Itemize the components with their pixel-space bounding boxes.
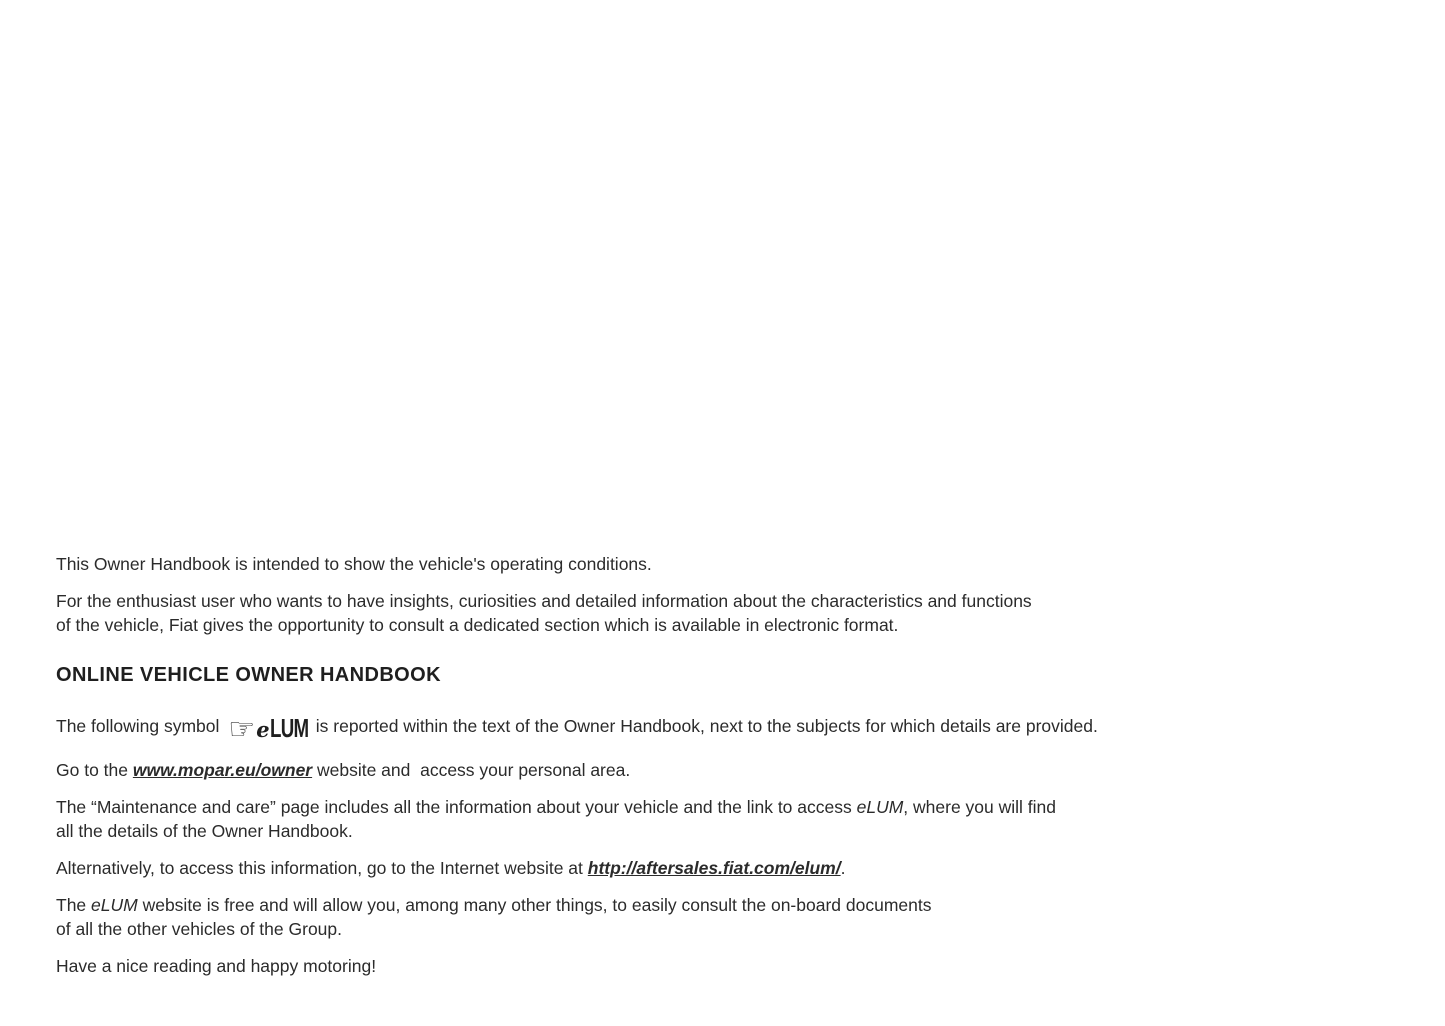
text-segment: website and access your personal area. — [312, 760, 631, 780]
elum-logo-e: e — [256, 717, 270, 742]
text-segment: of the vehicle, Fiat gives the opportunity to consult a dedicated section which is available in electronic format. — [56, 615, 899, 635]
text-line — [56, 819, 1405, 843]
text-line — [56, 613, 1405, 637]
paragraph — [56, 893, 1405, 941]
text-line — [56, 795, 1405, 819]
text-segment: of all the other vehicles of the Group. — [56, 919, 342, 939]
text-segment: is reported within the text of the Owner Handbook, next to the subjects for which details are provided. — [310, 716, 1098, 736]
text-segment: The “Maintenance and care” page includes all the information about your vehicle and the link to access — [56, 797, 857, 817]
italic-text: eLUM — [856, 797, 904, 817]
text-line — [56, 552, 1405, 576]
text-segment: This Owner Handbook is intended to show the vehicle's operating conditions. — [56, 554, 652, 574]
text-segment: , where you will find — [903, 797, 1057, 817]
text-line — [56, 714, 1405, 745]
text-line — [56, 954, 1405, 978]
pointing-hand-icon: ☞ — [228, 712, 256, 747]
elum-logo-lum: LUM — [269, 713, 308, 743]
text-segment: website is free and will allow you, among many other things, to easily consult the on-board documents — [137, 895, 932, 915]
text-segment: The following symbol — [56, 716, 225, 736]
mopar-owner-link[interactable]: www.mopar.eu/owner — [132, 760, 313, 780]
text-segment: Go to the — [56, 760, 133, 780]
text-line — [56, 893, 1405, 917]
paragraph — [56, 954, 1405, 978]
text-line — [56, 589, 1405, 613]
text-line — [56, 856, 1405, 880]
text-segment: Alternatively, to access this information, go to the Internet website at — [56, 858, 588, 878]
paragraph — [56, 589, 1405, 637]
text-line — [56, 917, 1405, 941]
paragraph — [56, 714, 1405, 745]
italic-text: eLUM — [91, 895, 138, 915]
paragraph — [56, 758, 1405, 782]
elum-symbol — [228, 712, 308, 747]
page-content — [56, 552, 1405, 991]
text-segment: Have a nice reading and happy motoring! — [56, 956, 377, 976]
aftersales-elum-link[interactable]: http://aftersales.fiat.com/elum/ — [587, 858, 841, 878]
text-line — [56, 758, 1405, 782]
paragraph — [56, 552, 1405, 576]
paragraph — [56, 856, 1405, 880]
text-segment: . — [840, 858, 846, 878]
text-segment: For the enthusiast user who wants to have insights, curiosities and detailed information about the characteristics and functions — [56, 591, 1032, 611]
text-segment: all the details of the Owner Handbook. — [56, 821, 353, 841]
text-segment: The — [56, 895, 92, 915]
section-heading: ONLINE VEHICLE OWNER HANDBOOK — [56, 664, 441, 686]
paragraph — [56, 795, 1405, 843]
